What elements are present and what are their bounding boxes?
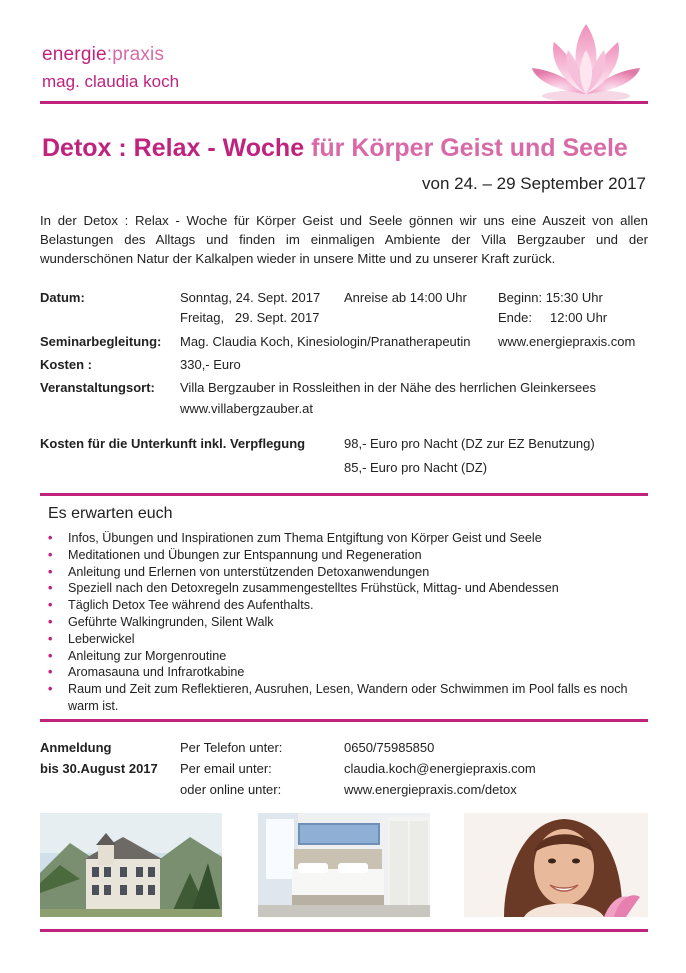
section-divider bbox=[40, 493, 648, 496]
date-range: von 24. – 29 September 2017 bbox=[422, 174, 646, 193]
ort-label: Veranstaltungsort: bbox=[40, 380, 155, 395]
seminar-website-link[interactable]: www.energiepraxis.com bbox=[498, 334, 636, 349]
header-divider bbox=[40, 101, 648, 104]
list-item: • Geführte Walkingrunden, Silent Walk bbox=[48, 614, 274, 629]
email-link[interactable]: claudia.koch@energiepraxis.com bbox=[344, 761, 536, 776]
section-divider bbox=[40, 719, 648, 722]
list-item: • Anleitung zur Morgenroutine bbox=[48, 648, 227, 663]
phone-link[interactable]: 0650/75985850 bbox=[344, 740, 435, 755]
lotus-flower-icon bbox=[528, 20, 644, 104]
list-item: • Leberwickel bbox=[48, 631, 135, 646]
list-item: • Infos, Übungen und Inspirationen zum Thema Entgiftung von Körper Geist und Seele bbox=[48, 531, 542, 545]
bullet-dot-icon: • bbox=[48, 564, 53, 579]
expect-list bbox=[48, 530, 648, 715]
list-item: • Täglich Detox Tee während des Aufenthalts. bbox=[48, 598, 314, 613]
kosten-label: Kosten : bbox=[40, 357, 92, 372]
bullet-dot-icon: • bbox=[48, 581, 53, 596]
datum-label: Datum: bbox=[40, 290, 85, 305]
bullet-dot-icon: • bbox=[48, 631, 53, 646]
end-time: Ende: 12:00 Uhr bbox=[498, 310, 608, 325]
ort-website-link[interactable]: www.villabergzauber.at bbox=[180, 401, 313, 416]
footer-divider bbox=[40, 929, 648, 932]
list-item: • Aromasauna und Infrarotkabine bbox=[48, 665, 245, 680]
expect-heading: Es erwarten euch bbox=[48, 505, 173, 522]
phone-label: Per Telefon unter: bbox=[180, 740, 283, 755]
arrival-time: Anreise ab 14:00 Uhr bbox=[344, 290, 467, 305]
brand-subtitle: mag. claudia koch bbox=[42, 72, 180, 91]
room-photo bbox=[258, 813, 430, 917]
datum-start: Sonntag, 24. Sept. 2017 bbox=[180, 290, 321, 305]
datum-end: Freitag, 29. Sept. 2017 bbox=[180, 310, 320, 325]
online-label: oder online unter: bbox=[180, 782, 282, 797]
list-item: • Raum und Zeit zum Reflektieren, Ausruhen, Lesen, Wandern oder Schwimmen im Pool falls es noch warm ist. bbox=[48, 682, 628, 713]
email-label: Per email unter: bbox=[180, 761, 272, 776]
list-item: • Anleitung und Erlernen von unterstützenden Detoxanwendungen bbox=[48, 564, 430, 579]
page-title: Detox : Relax - Woche für Körper Geist und Seele bbox=[42, 134, 628, 162]
bullet-dot-icon: • bbox=[48, 682, 53, 697]
list-item: • Speziell nach den Detoxregeln zusammengestelltes Frühstück, Mittag- und Abendessen bbox=[48, 581, 559, 596]
ort-value: Villa Bergzauber in Rossleithen in der Nähe des herrlichen Gleinkersees bbox=[180, 380, 596, 395]
unterkunft-price-1: 98,- Euro pro Nacht (DZ zur EZ Benutzung) bbox=[344, 436, 595, 451]
list-item: • Meditationen und Übungen zur Entspannung und Regeneration bbox=[48, 547, 422, 562]
registration-deadline: bis 30.August 2017 bbox=[40, 761, 158, 776]
bullet-dot-icon: • bbox=[48, 547, 53, 562]
brand-name: energie:praxis bbox=[42, 44, 165, 65]
unterkunft-price-2: 85,- Euro pro Nacht (DZ) bbox=[344, 460, 488, 475]
unterkunft-label: Kosten für die Unterkunft inkl. Verpflegung bbox=[40, 436, 306, 451]
bullet-dot-icon: • bbox=[48, 598, 53, 613]
online-link[interactable]: www.energiepraxis.com/detox bbox=[344, 782, 517, 797]
portrait-photo bbox=[464, 813, 648, 917]
seminar-label: Seminarbegleitung: bbox=[40, 334, 162, 349]
villa-photo bbox=[40, 813, 222, 917]
kosten-value: 330,- Euro bbox=[180, 357, 241, 372]
bullet-dot-icon: • bbox=[48, 648, 53, 663]
intro-paragraph: In der Detox : Relax - Woche für Körper Geist und Seele gönnen wir uns eine Auszeit von allen Belastungen des Alltags und finden im einmaligen Ambiente der Villa Bergzauber und der wunderschönen Natur der Kalkalpen wieder in unsere Mitte und zu unserer Kraft zurück. bbox=[40, 213, 648, 266]
bullet-dot-icon: • bbox=[48, 531, 53, 545]
bullet-dot-icon: • bbox=[48, 614, 53, 629]
begin-time: Beginn: 15:30 Uhr bbox=[498, 290, 603, 305]
registration-label: Anmeldung bbox=[40, 740, 112, 755]
seminar-value: Mag. Claudia Koch, Kinesiologin/Pranatherapeutin bbox=[180, 334, 471, 349]
bullet-dot-icon: • bbox=[48, 665, 53, 680]
